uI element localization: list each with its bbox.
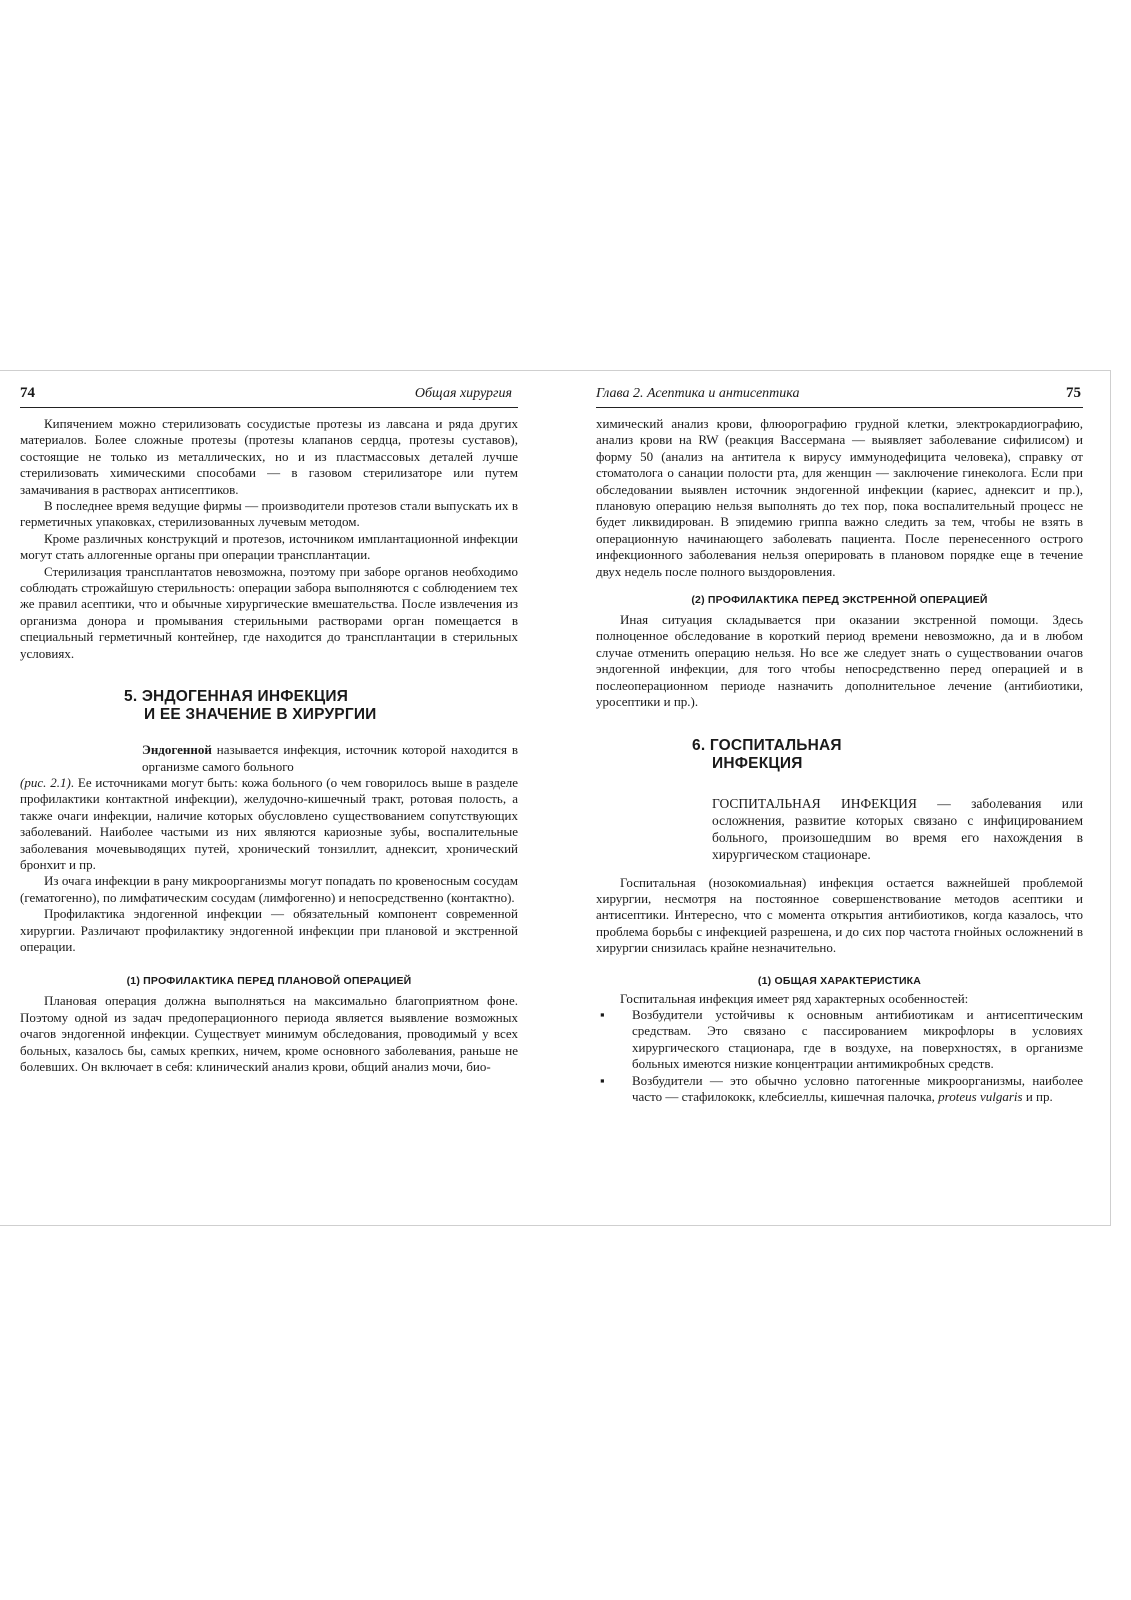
running-title: Глава 2. Асептика и антисептика (596, 386, 800, 401)
running-title: Общая хирургия (414, 386, 512, 401)
figure-reference: (рис. 2.1) (20, 774, 71, 790)
paragraph: Кипячением можно стерилизовать сосудистые протезы из лавсана и ряда других материалов. Более сложные протезы (протезы клапанов сердца, протезы суставов), состоящие не только из металлических, но и из пластмассовых деталей лучше стерилизовать химическими способами — в газовом стерилизаторе или путем замачивания в растворах антисептиков. (20, 416, 518, 497)
book-spread (0, 370, 1111, 1226)
species-name: proteus vulgaris (938, 1088, 1023, 1104)
page-number: 75 (1066, 385, 1081, 401)
feature-list (596, 1007, 1083, 1105)
paragraph: Иная ситуация складывается при оказании экстренной помощи. Здесь полноценное обследование в короткий период времени невозможно, да и в любом случае отменить операцию нельзя. Но все же следует знать о существовании очагов эндогенной инфекции, для того чтобы непосредственно перед операцией и в послеоперационном периоде назначить дополнительное лечение (антибиотики, уросептики и пр.). (596, 612, 1083, 710)
left-text-column (20, 416, 518, 1075)
paragraph: Плановая операция должна выполняться на максимально благоприятном фоне. Поэтому одной из задач предоперационного периода является выявление возможных очагов эндогенной инфекции. Существует минимум обследования, проводимый у всех больных, казалось бы, самых крепких, ничем, кроме основного заболевания, раньше не болевших. Он включает в себя: клинический анализ крови, общий анализ мочи, био- (20, 993, 518, 1074)
paragraph: химический анализ крови, флюорографию грудной клетки, электрокардиографию, анализ крови на RW (реакция Вассермана — выявляет заболевание сифилисом) и форму 50 (анализ на антитела к вирусу иммунодефицита человека), справку от стоматолога о санации полости рта, для женщин — заключение гинеколога. Если при обследовании выявлен источник эндогенной инфекции (кариес, аднексит и пр.), плановую операцию нельзя выполнять до тех пор, пока воспалительный процесс не будет ликвидирован. В эпидемию гриппа важно следить за тем, чтобы не взять в операционную начинающего заболевать пациента. После перенесенного острого инфекционного заболевания нельзя оперировать в плановом порядке еще в течение двух недель после полного выздоровления. (596, 416, 1083, 579)
section-6-heading (692, 737, 1083, 773)
section-title: 5. ЭНДОГЕННАЯ ИНФЕКЦИЯ (124, 688, 349, 706)
paragraph: Госпитальная инфекция имеет ряд характерных особенностей: (620, 990, 969, 1006)
right-running-head (596, 385, 1083, 408)
right-page (596, 385, 1083, 1105)
bullet-icon: ▪ (600, 1006, 605, 1022)
endogenous-definition: Эндогенной называется инфекция, источник которой находится в организме самого больного (142, 742, 518, 774)
paragraph: Кроме различных конструкций и протезов, источником имплантационной инфекции могут стать аллогенные органы при операции трансплантации. (20, 530, 518, 563)
left-page (20, 385, 518, 1075)
paragraph: Госпитальная (нозокомиальная) инфекция остается важнейшей проблемой хирургии, несмотря на постоянное совершенствование методов асептики и антисептики. Интересно, что с момента открытия антибиотиков, когда казалось, что проблема борьбы с инфекцией разрешена, и до сих пор частота гнойных осложнений в хирургии снизилась крайне незначительно. (596, 874, 1083, 956)
section-title: И ЕЕ ЗНАЧЕНИЕ В ХИРУРГИИ (144, 706, 377, 724)
hospital-infection-definition: ГОСПИТАЛЬНАЯ ИНФЕКЦИЯ — заболевания или осложнения, развитие которых связано с инфицированием больного, произошедшим во время его нахождения в хирургическом стационаре. (712, 795, 1083, 862)
section-title: ИНФЕКЦИЯ (712, 754, 803, 772)
list-item: ▪ Возбудители устойчивы к основным антибиотикам и антисептическим средствам. Это связано с пассированием микрофлоры в условиях хирургического стационара, где в воздухе, на поверхностях, в организме больных имеются низкие концентрации антимикробных средств. (600, 1006, 1083, 1072)
right-text-column (596, 416, 1083, 1105)
page-number: 74 (20, 385, 35, 401)
subsection-title: (2) ПРОФИЛАКТИКА ПЕРЕД ЭКСТРЕННОЙ ОПЕРАЦИЕЙ (691, 594, 988, 607)
paragraph: Из очага инфекции в рану микроорганизмы могут попадать по кровеносным сосудам (гематогенно), по лимфатическим сосудам (лимфогенно) и непосредственно (контактно). (20, 873, 518, 905)
list-item: ▪ Возбудители — это обычно условно патогенные микроорганизмы, наиболее часто — стафилококк, клебсиеллы, кишечная палочка, proteus vulgaris и пр. (600, 1072, 1083, 1104)
paragraph: В последнее время ведущие фирмы — производители протезов стали выпускать их в герметичных упаковках, стерилизованных лучевым методом. (20, 498, 518, 530)
subsection-title: (1) ПРОФИЛАКТИКА ПЕРЕД ПЛАНОВОЙ ОПЕРАЦИЕЙ (126, 975, 412, 988)
left-running-head (20, 385, 518, 408)
paragraph: Стерилизация трансплантатов невозможна, поэтому при заборе органов необходимо соблюдать строжайшую стерильность: операции забора выполняются с соблюдением тех же правил асептики, что и обычные хирургические вмешательства. После извлечения из организма донора и промывания стерильными растворами орган помещается в специальный герметичный контейнер, где находится до трансплантации в стерильных условиях. (20, 563, 518, 661)
term: Эндогенной (142, 742, 212, 758)
subsection-title: (1) ОБЩАЯ ХАРАКТЕРИСТИКА (757, 974, 922, 987)
section-title: 6. ГОСПИТАЛЬНАЯ (692, 736, 842, 754)
section-5-heading (124, 688, 518, 724)
paragraph: (рис. 2.1). Ее источниками могут быть: кожа больного (о чем говорилось выше в разделе профилактики контактной инфекции), желудочно-кишечный тракт, ротовая полость, а также очаги инфекции, наличие которых обусловлено существованием сопутствующих заболеваний. Наиболее частыми из них являются кариозные зубы, воспалительные заболевания мочевыводящих путей, хронический тонзиллит, аднексит, хронический бронхит и пр. (20, 774, 518, 872)
bullet-icon: ▪ (600, 1072, 605, 1088)
paragraph: Профилактика эндогенной инфекции — обязательный компонент современной хирургии. Различают профилактику эндогенной инфекции при плановой и экстренной операции. (20, 906, 518, 954)
